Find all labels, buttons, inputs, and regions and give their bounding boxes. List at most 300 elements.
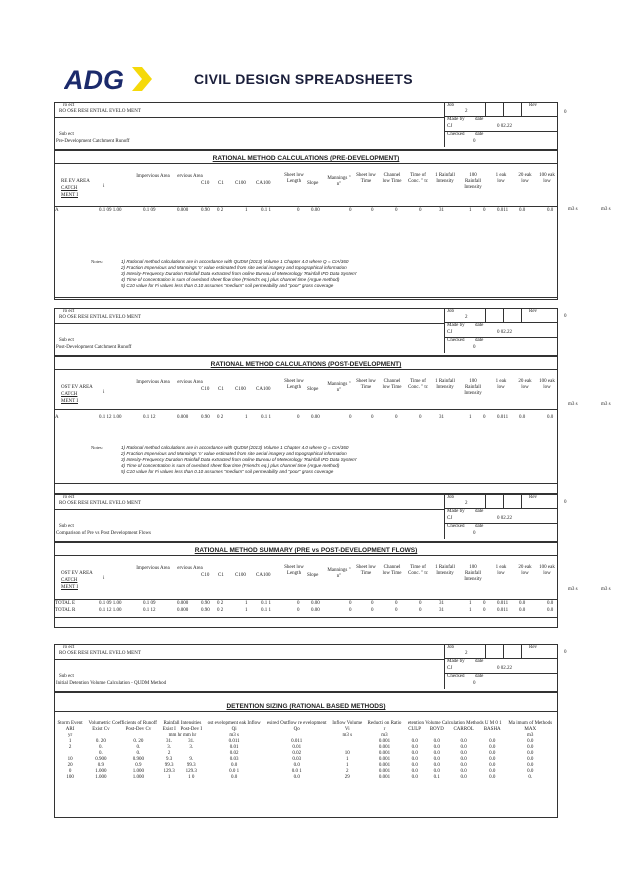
detention-cell-pd: 1.000 — [132, 775, 145, 780]
detention-cell-vi: 10 — [344, 751, 350, 756]
detention-cell-culp: 0.0 — [411, 751, 418, 756]
col-tc: Time of Conc. " tc — [408, 565, 428, 576]
detention-cell-pdi: 3. — [189, 745, 194, 750]
row-slope: 0.00 — [311, 415, 320, 420]
svg-text:ADG: ADG — [64, 65, 124, 94]
row-c100: 1 — [245, 208, 248, 213]
sheet-header — [55, 645, 557, 693]
col-c1: C1 — [218, 181, 224, 186]
detention-cell-qo: 0.0 — [293, 763, 300, 768]
subject-label: Sub ect — [59, 132, 74, 137]
row-pk100b: 0.0 — [547, 208, 554, 213]
notes-label: Notes: — [91, 259, 103, 264]
project-label: ro ect — [63, 309, 75, 314]
summary-row-sheet: 0 — [297, 608, 300, 613]
row-st: 0 — [371, 415, 374, 420]
col-c100: C100 — [235, 181, 246, 186]
summary-row-pk100b: 0.0 — [547, 608, 554, 613]
col-sheet: Sheet low Length — [284, 173, 304, 184]
checked-label: Checked — [447, 132, 465, 137]
made-by-label: Made by — [447, 323, 465, 328]
detention-cell-boyd: 0.0 — [433, 769, 440, 774]
section-title: RATIONAL METHOD SUMMARY (PRE vs POST-DEVELOPMENT FLOWS) — [194, 547, 418, 554]
detention-cell-pd: 0.9 — [135, 763, 142, 768]
detention-cell-max: 0.0 — [527, 751, 534, 756]
detention-cell-qi: 0.0 — [231, 775, 238, 780]
unit-m3: m3 — [527, 733, 534, 738]
col-pk1: 1 eak low — [495, 565, 507, 576]
subject-value: Initial Detention Volume Calculation - QUDM Method — [56, 681, 167, 686]
detention-cell-vi: 29 — [344, 775, 350, 780]
detention-cell-ari: 1 — [68, 739, 72, 744]
row-pk20: 0.011 — [497, 208, 509, 213]
sheet-pre-development — [54, 102, 558, 300]
detention-cell-r: 0.001 — [378, 745, 391, 750]
i-label: i — [103, 576, 105, 581]
col-sheet: Sheet low Length — [284, 379, 304, 390]
row-pk100b: 0.0 — [547, 415, 554, 420]
adg-logo — [64, 64, 156, 94]
hdr-vc: Volumetric Coefficients of Runoff — [88, 721, 157, 726]
note-line: 2) Fraction Impervious and Mannings 'n' value estimated from site aerial imagery and topographical information — [121, 451, 347, 456]
col-pk1: 1 eak low — [495, 173, 507, 184]
detention-cell-r: 0.001 — [378, 751, 391, 756]
detention-cell-pd: 0. — [136, 751, 141, 756]
note-line: 5) C10 value for Fi values less than 0.10 assumes "medium" soil permeability and "poor" grass coverage — [121, 469, 334, 474]
detention-cell-culp: 0.0 — [411, 745, 418, 750]
date-value: 0 02.22 — [497, 124, 512, 129]
unit-q: m3 s — [229, 733, 239, 738]
detention-cell-ari: 10 — [67, 757, 73, 762]
sub-qi: Qi — [231, 727, 237, 732]
summary-row-pk100: 0.0 — [519, 608, 526, 613]
row-ri: 31 — [439, 208, 444, 213]
summary-row-area: 0.1 09 1.00 — [99, 601, 122, 606]
summary-row-rr: 1 — [469, 601, 472, 606]
row-area: 0.1 09 1.00 — [99, 208, 122, 213]
col-c1: C1 — [218, 573, 224, 578]
detention-cell-qo: 0.02 — [292, 751, 302, 756]
col-c100: C100 — [235, 573, 246, 578]
job-box — [444, 103, 557, 147]
note-line: 3) Intesity-Frequency Duration Rainfall Data extracted from online Bureau of Meteorology 'Rainfall IFD Data System' — [121, 271, 357, 276]
subject-label: Sub ect — [59, 524, 74, 529]
detention-cell-vi: 1 — [346, 757, 349, 762]
hdr-storm: Storm Event — [57, 721, 83, 726]
detention-cell-max: 0.0 — [527, 745, 534, 750]
detention-cell-qo: 0.0 1 — [291, 769, 302, 774]
col-rr: 100 Rainfall Intensity — [464, 379, 482, 396]
summary-row-id: TOTAL R — [55, 608, 76, 613]
subject-label: Sub ect — [59, 338, 74, 343]
note-line: 2) Fraction Impervious and Mannings 'n' value estimated from site aerial imagery and topographical information — [121, 265, 347, 270]
col-slope: Slope — [307, 387, 319, 392]
note-line: 1) Rational method calculations are in accordance with QUDM (2013) Volume 1 Chapter 4.0 where Q = CIA/360 — [121, 259, 349, 264]
detention-cell-pd: 0. — [136, 745, 141, 750]
row-pk1: 0 — [483, 415, 486, 420]
detention-cell-ex: 1.000 — [95, 769, 107, 774]
i-label: i — [103, 184, 105, 189]
detention-cell-culp: 0.0 — [411, 769, 418, 774]
made-by-label: Made by — [447, 509, 465, 514]
sub-max: MAX — [524, 727, 537, 732]
detention-cell-exi: 129.3 — [163, 769, 175, 774]
detention-cell-exi: 31. — [166, 739, 173, 744]
summary-row-pk1: 0 — [483, 601, 486, 606]
catch-sub2: MENT I — [61, 193, 78, 198]
side-mark: 0 — [564, 314, 567, 319]
row-ca100: 0.1 1 — [261, 415, 271, 420]
date-value: 0 02.22 — [497, 516, 512, 521]
detention-cell-basha: 0.0 — [489, 763, 496, 768]
detention-cell-ari: 0 — [68, 769, 72, 774]
summary-row-ca100: 0.1 1 — [261, 601, 271, 606]
col-pk100: 100 eak low — [539, 379, 555, 390]
col-tc: Time of Conc. " tc — [408, 379, 428, 390]
summary-row-perv: 0.000 — [177, 601, 189, 606]
detention-cell-pdi: 1 0 — [188, 775, 195, 780]
summary-row-mann: 0 — [349, 601, 352, 606]
date-label: date — [475, 117, 484, 122]
sheet-detention — [54, 644, 558, 818]
hdr-det: etention Volume Calculation Methods U M 0 1 — [407, 721, 502, 726]
row-sheet: 0 — [297, 208, 300, 213]
detention-cell-pdi: 99.3 — [186, 763, 196, 768]
detention-cell-qi: 0.02 — [229, 751, 239, 756]
col-st: Sheet low Time — [356, 565, 376, 576]
job-label: Job — [447, 495, 454, 500]
summary-row-c1: 0 2 — [217, 601, 224, 606]
sheet-header — [55, 103, 557, 151]
sub-ex: Exist Cv — [92, 727, 110, 732]
summary-row-ri: 31 — [439, 608, 444, 613]
sheet-summary — [54, 494, 558, 628]
summary-row-tc: 0 — [419, 608, 422, 613]
rev-label: Rev — [529, 309, 538, 314]
notes-block — [121, 259, 357, 289]
detention-cell-qo: 0.0 — [293, 775, 300, 780]
sub-pdi: Post-Dev I — [180, 727, 203, 732]
col-rr: 100 Rainfall Intensity — [464, 565, 482, 582]
detention-cell-qi: 0.01 — [229, 745, 239, 750]
catch-label: OST EV AREA — [61, 571, 93, 576]
col-st: Sheet low Time — [356, 173, 376, 184]
detention-cell-ex: 1.000 — [95, 775, 107, 780]
summary-row-imp: 0.1 09 — [143, 601, 156, 606]
detention-cell-ex: 0. — [99, 751, 103, 756]
row-c1: 0 2 — [217, 415, 224, 420]
col-pk100: 100 eak low — [539, 565, 555, 576]
project-label: ro ect — [63, 645, 75, 650]
hdr-inflow: Inflow Volume — [332, 721, 363, 726]
summary-row-slope: 0.00 — [311, 601, 320, 606]
sub-basha: BASHA — [483, 727, 501, 732]
hdr-post: ost evelopment eak Inflow — [207, 721, 261, 726]
subject-value: Post-Development Catchment Runoff — [56, 345, 132, 350]
sub-vi: Vi — [344, 727, 350, 732]
detention-cell-pdi: 31. — [188, 739, 195, 744]
sub-qo: Qo — [293, 727, 300, 732]
detention-cell-boyd: 0.0 — [433, 757, 440, 762]
summary-row-ct: 0 — [395, 608, 398, 613]
detention-cell-basha: 0.0 — [489, 751, 496, 756]
detention-cell-carrol: 0.0 — [460, 763, 467, 768]
checked-value: 0 — [473, 345, 476, 350]
hdr-desired: esired Outflow re evelopment — [266, 721, 327, 726]
summary-row-pk20: 0.011 — [497, 608, 509, 613]
side-mark: 0 — [564, 500, 567, 505]
made-by-label: Made by — [447, 659, 465, 664]
catch-label: OST EV AREA — [61, 385, 93, 390]
detention-cell-ex: 0.900 — [95, 757, 107, 762]
summary-row-mann: 0 — [349, 608, 352, 613]
date-label: date — [475, 323, 484, 328]
detention-cell-ari: 20 — [67, 763, 73, 768]
detention-cell-qi: 0.03 — [229, 757, 239, 762]
checked-date-label: date — [475, 524, 484, 529]
row-imp: 0.1 09 — [143, 208, 156, 213]
row-id: A — [55, 208, 59, 213]
col-c10: C10 — [201, 387, 210, 392]
detention-cell-r: 0.001 — [378, 757, 391, 762]
row-mann: 0 — [349, 208, 352, 213]
row-mann: 0 — [349, 415, 352, 420]
hdr-red: Reducti on Ratio — [367, 721, 402, 726]
row-c100: 1 — [245, 415, 248, 420]
row-pk100: 0.0 — [519, 208, 526, 213]
summary-row-rr: 1 — [469, 608, 472, 613]
detention-cell-max: 0.0 — [527, 739, 534, 744]
detention-cell-pdi: 129.3 — [185, 769, 197, 774]
col-c100: C100 — [235, 387, 246, 392]
detention-cell-culp: 0.0 — [411, 757, 418, 762]
col-c10: C10 — [201, 573, 210, 578]
sub-ari: ARI — [65, 727, 75, 732]
col-c1: C1 — [218, 387, 224, 392]
made-by-value: CJ — [447, 666, 453, 671]
unit-v: m3 s — [342, 733, 353, 738]
section-title: DETENTION SIZING (RATIONAL BASED METHODS) — [226, 703, 386, 710]
job-value: 2 — [465, 315, 468, 320]
summary-row-ri: 31 — [439, 601, 444, 606]
detention-cell-carrol: 0.0 — [460, 739, 467, 744]
unit-m3s: m3 s — [568, 207, 578, 212]
row-rr: 1 — [469, 415, 472, 420]
summary-row-pk100b: 0.0 — [547, 601, 554, 606]
side-mark: 0 — [564, 110, 567, 115]
detention-cell-basha: 0.0 — [489, 769, 496, 774]
summary-row-c100: 1 — [245, 601, 248, 606]
note-line: 1) Rational method calculations are in accordance with QUDM (2013) Volume 1 Chapter 4.0 where Q = CIA/360 — [121, 445, 349, 450]
row-sheet: 0 — [297, 415, 300, 420]
date-label: date — [475, 509, 484, 514]
job-box — [444, 645, 557, 689]
col-imp: Impervious Area — [136, 380, 170, 385]
checked-value: 0 — [473, 531, 476, 536]
col-ca100: CA100 — [256, 387, 271, 392]
row-perv: 0.000 — [177, 415, 189, 420]
row-c10: 0.90 — [201, 415, 210, 420]
row-pk20: 0.011 — [497, 415, 509, 420]
col-slope: Slope — [307, 181, 319, 186]
job-box — [444, 495, 557, 539]
col-st: Sheet low Time — [356, 379, 376, 390]
detention-cell-ex: 0. — [99, 745, 103, 750]
unit-m3s: m3 s — [601, 207, 611, 212]
detention-cell-ari: 100 — [66, 775, 74, 780]
detention-cell-basha: 0.0 — [489, 775, 496, 780]
col-ri: 1 Rainfall Intensity — [435, 173, 455, 184]
col-imp: Impervious Area — [136, 174, 170, 179]
catch-sub: CATCH — [61, 186, 78, 191]
rev-label: Rev — [529, 645, 538, 650]
hdr-max: Ma imum of Methods — [508, 721, 553, 726]
detention-cell-culp: 0.0 — [411, 763, 418, 768]
detention-cell-pd: 0. 20 — [133, 739, 144, 744]
detention-cell-qi: 0.0 1 — [229, 769, 240, 774]
note-line: 4) Time of concentration is sum of overland sheet flow time (Friend's eq.) plus channel time (Argue method) — [121, 277, 340, 282]
detention-cell-qo: 0.011 — [291, 739, 303, 744]
summary-row-imp: 0.1 12 — [143, 608, 156, 613]
detention-cell-pd: 1.000 — [132, 769, 145, 774]
project-value: RO OSE RESI ENTIAL EVELO MENT — [59, 315, 141, 320]
detention-cell-max: 0.0 — [527, 757, 534, 762]
project-label: ro ect — [63, 103, 75, 108]
summary-row-id: TOTAL E — [55, 601, 76, 606]
col-ri: 1 Rainfall Intensity — [435, 379, 455, 390]
detention-cell-exi: 1 — [167, 775, 171, 780]
job-value: 2 — [465, 501, 468, 506]
detention-cell-carrol: 0.0 — [460, 751, 467, 756]
summary-row-st: 0 — [371, 608, 374, 613]
job-label: Job — [447, 645, 454, 650]
sub-carrol: CARROL — [453, 727, 474, 732]
note-line: 5) C10 value for Fi values less than 0.10 assumes "medium" soil permeability and "poor" grass coverage — [121, 283, 334, 288]
checked-value: 0 — [473, 139, 476, 144]
detention-cell-basha: 0.0 — [489, 745, 496, 750]
row-imp: 0.1 12 — [143, 415, 156, 420]
summary-row-ct: 0 — [395, 601, 398, 606]
checked-date-label: date — [475, 674, 484, 679]
col-ct: Channel low Time — [382, 379, 402, 390]
detention-cell-qi: 0.0 — [231, 763, 238, 768]
detention-cell-boyd: 0.1 — [433, 775, 440, 780]
col-rr: 100 Rainfall Intensity — [464, 173, 482, 190]
row-st: 0 — [371, 208, 374, 213]
detention-cell-carrol: 0.0 — [460, 745, 467, 750]
col-mann: Mannings " n" — [327, 176, 351, 187]
detention-cell-r: 0.001 — [378, 769, 391, 774]
detention-cell-ex: 0.9 — [97, 763, 105, 768]
side-mark: 0 — [564, 650, 567, 655]
col-ri: 1 Rainfall Intensity — [435, 565, 455, 576]
summary-row-c100: 1 — [245, 608, 248, 613]
row-ct: 0 — [395, 415, 398, 420]
detention-cell-culp: 0.0 — [411, 739, 418, 744]
detention-cell-basha: 0.0 — [489, 739, 496, 744]
col-perv: ervious Area — [177, 566, 203, 571]
col-perv: ervious Area — [177, 380, 203, 385]
made-by-label: Made by — [447, 117, 465, 122]
col-ca100: CA100 — [256, 573, 271, 578]
made-by-value: CJ — [447, 516, 453, 521]
rev-label: Rev — [529, 103, 538, 108]
detention-cell-r: 0.001 — [378, 763, 391, 768]
detention-cell-qo: 0.03 — [292, 757, 302, 762]
col-pk100: 100 eak low — [539, 173, 555, 184]
row-ct: 0 — [395, 208, 398, 213]
summary-row-pk100: 0.0 — [519, 601, 526, 606]
detention-cell-r: 0.001 — [378, 739, 391, 744]
row-area: 0.1 12 1.00 — [99, 415, 122, 420]
detention-cell-exi: 99.3 — [164, 763, 174, 768]
made-by-value: CJ — [447, 124, 453, 129]
project-value: RO OSE RESI ENTIAL EVELO MENT — [59, 651, 141, 656]
detention-cell-carrol: 0.0 — [460, 775, 467, 780]
detention-cell-boyd: 0.0 — [433, 751, 440, 756]
col-perv: ervious Area — [177, 174, 203, 179]
sub-exi: Exist I — [162, 727, 176, 732]
detention-cell-boyd: 0.0 — [433, 745, 440, 750]
detention-cell-culp: 0.0 — [411, 775, 418, 780]
detention-cell-vi: 1 — [346, 763, 349, 768]
checked-date-label: date — [475, 338, 484, 343]
detention-cell-max: 0.0 — [527, 763, 534, 768]
detention-cell-exi: 2 — [167, 751, 171, 756]
summary-row-pk1: 0 — [483, 608, 486, 613]
col-slope: Slope — [307, 573, 319, 578]
unit-ari: yr — [68, 733, 73, 738]
note-line: 3) Intesity-Frequency Duration Rainfall Data extracted from online Bureau of Meteorology 'Rainfall IFD Data System' — [121, 457, 357, 462]
detention-cell-vi: 2 — [346, 769, 349, 774]
checked-label: Checked — [447, 338, 465, 343]
unit-m3: m3 — [381, 733, 388, 738]
unit-m3s: m3 s — [568, 587, 578, 592]
catch-label: RE EV AREA — [61, 179, 90, 184]
notes-block — [121, 445, 357, 475]
detention-cell-exi: 9.3 — [166, 757, 173, 762]
detention-cell-qi: 0.011 — [228, 739, 240, 744]
made-by-value: CJ — [447, 330, 453, 335]
unit-i: mm hr mm hr — [168, 733, 197, 738]
row-ri: 31 — [439, 415, 444, 420]
col-mann: Mannings " n" — [327, 382, 351, 393]
col-mann: Mannings " n" — [327, 568, 351, 579]
detention-cell-carrol: 0.0 — [460, 769, 467, 774]
detention-cell-pdi: 9. — [189, 757, 194, 762]
row-pk1: 0 — [483, 208, 486, 213]
note-line: 4) Time of concentration is sum of overland sheet flow time (Friend's eq.) plus channel time (Argue method) — [121, 463, 340, 468]
sub-boyd: BOYD — [429, 727, 444, 732]
rev-label: Rev — [529, 495, 538, 500]
job-value: 2 — [465, 651, 468, 656]
col-sheet: Sheet low Length — [284, 565, 304, 576]
checked-label: Checked — [447, 524, 465, 529]
checked-date-label: date — [475, 132, 484, 137]
detention-cell-boyd: 0.0 — [433, 739, 440, 744]
detention-cell-ari: 2 — [68, 745, 72, 750]
row-perv: 0.000 — [177, 208, 189, 213]
col-pk20: 20 eak low — [518, 565, 532, 576]
detention-cell-pd: 0.900 — [132, 757, 145, 762]
job-label: Job — [447, 309, 454, 314]
summary-row-pk20: 0.011 — [497, 601, 509, 606]
detention-table — [55, 721, 555, 781]
summary-row-slope: 0.00 — [311, 608, 320, 613]
unit-m3s: m3 s — [601, 402, 611, 407]
job-value: 2 — [465, 109, 468, 114]
summary-row-tc: 0 — [419, 601, 422, 606]
